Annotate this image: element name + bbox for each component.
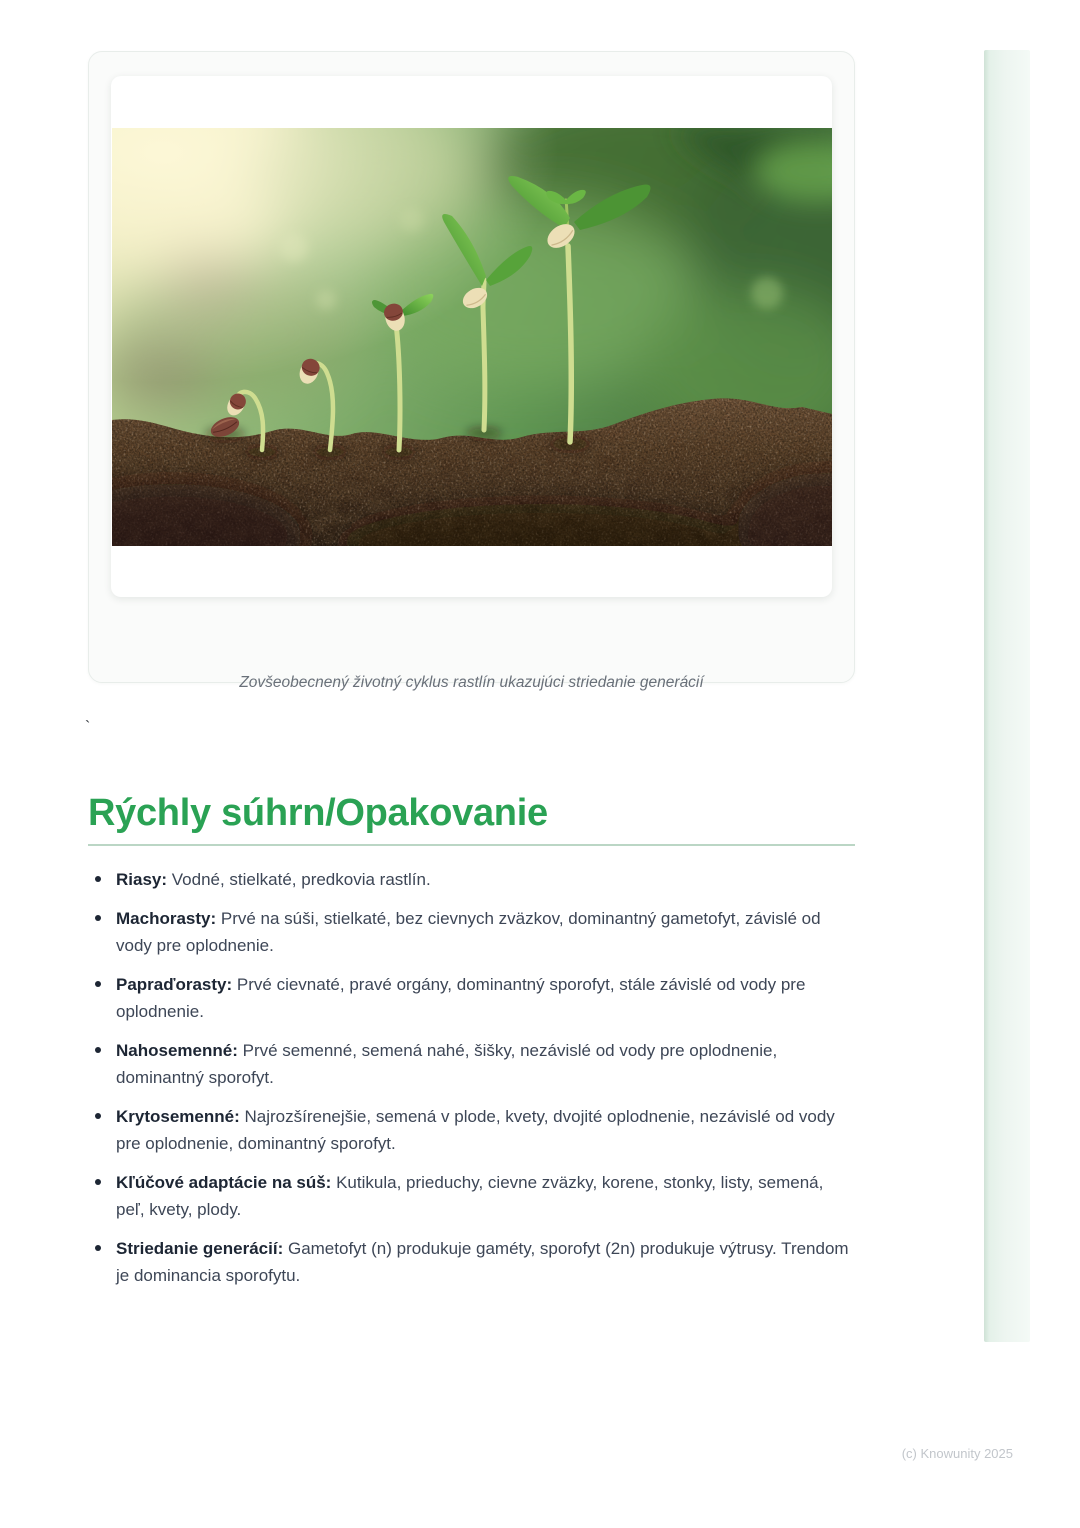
section-divider: [88, 844, 855, 846]
item-term: Papraďorasty:: [116, 975, 233, 994]
item-term: Striedanie generácií:: [116, 1239, 284, 1258]
summary-item: [88, 1037, 854, 1091]
stray-backtick: `: [85, 719, 91, 736]
image-frame: [111, 76, 832, 597]
item-text: Gametofyt (n) produkuje gaméty, sporofyt (2n) produkuje výtrusy. Trendom je dominancia sporofytu.: [116, 1239, 849, 1285]
item-text: Prvé cievnaté, pravé orgány, dominantný sporofyt, stále závislé od vody pre oplodnenie.: [116, 975, 806, 1021]
item-text: Vodné, stielkaté, predkovia rastlín.: [171, 870, 431, 889]
footer-copyright: (c) Knowunity 2025: [901, 1446, 1013, 1461]
item-term: Krytosemenné:: [116, 1107, 240, 1126]
item-text: Prvé semenné, semená nahé, šišky, nezávislé od vody pre oplodnenie, dominantný sporofyt.: [116, 1041, 778, 1087]
seedling-growth-photo: [112, 128, 832, 546]
item-text: Prvé na súši, stielkaté, bez cievnych zväzkov, dominantný gametofyt, závislé od vody pre oplodnenie.: [116, 909, 821, 955]
figure-card: [88, 51, 855, 691]
page-margin-accent-bar: [984, 50, 1030, 1342]
summary-item: [88, 1235, 854, 1289]
summary-item: [88, 866, 854, 893]
summary-list: [88, 866, 855, 1301]
item-text: Najrozšírenejšie, semená v plode, kvety, dvojité oplodnenie, nezávislé od vody pre oplodnenie, dominantný sporofyt.: [116, 1107, 835, 1153]
item-term: Riasy:: [116, 870, 168, 889]
summary-item: [88, 1103, 854, 1157]
summary-item: [88, 1169, 854, 1223]
figure-caption: Zovšeobecnený životný cyklus rastlín ukazujúci striedanie generácií: [239, 674, 704, 691]
item-term: Nahosemenné:: [116, 1041, 238, 1060]
item-term: Machorasty:: [116, 909, 217, 928]
section-heading: Rýchly súhrn/Opakovanie: [88, 792, 548, 834]
item-term: Kľúčové adaptácie na súš:: [116, 1173, 332, 1192]
summary-item: [88, 971, 854, 1025]
summary-item: [88, 905, 854, 959]
item-text: Kutikula, prieduchy, cievne zväzky, korene, stonky, listy, semená, peľ, kvety, plody.: [116, 1173, 824, 1219]
